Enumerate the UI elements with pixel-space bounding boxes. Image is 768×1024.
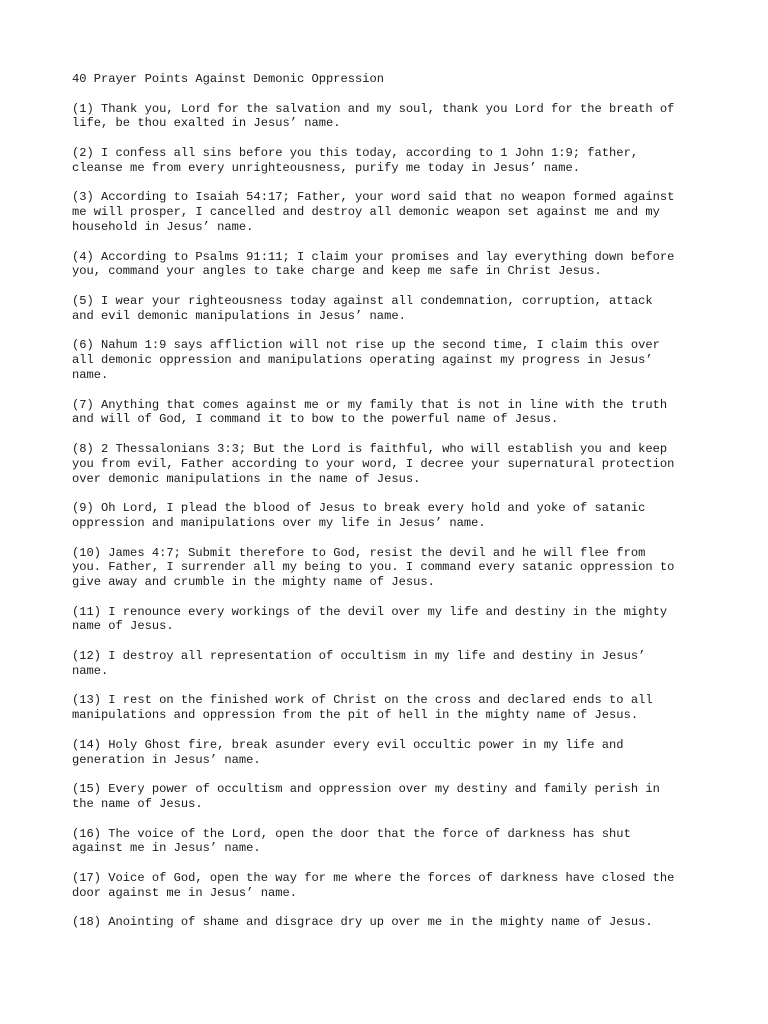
- prayer-point: [72, 871, 702, 901]
- prayer-point-line: (16) The voice of the Lord, open the door that the force of darkness has shut: [72, 826, 631, 841]
- prayer-point: [72, 294, 702, 324]
- prayer-point: [72, 146, 702, 176]
- prayer-point: [72, 501, 702, 531]
- prayer-point-line: (13) I rest on the finished work of Christ on the cross and declared ends to all: [72, 693, 653, 708]
- prayer-point: [72, 442, 702, 486]
- prayer-point: [72, 827, 702, 857]
- prayer-point-line: all demonic oppression and manipulations operating against my progress in Jesus’: [72, 353, 653, 368]
- prayer-point-line: name.: [72, 367, 109, 382]
- prayer-point-line: (4) According to Psalms 91:11; I claim your promises and lay everything down before: [72, 249, 675, 264]
- prayer-point-line: (12) I destroy all representation of occultism in my life and destiny in Jesus’: [72, 649, 646, 664]
- prayer-point-line: (17) Voice of God, open the way for me where the forces of darkness have closed the: [72, 871, 675, 886]
- prayer-point-line: name of Jesus.: [72, 619, 174, 634]
- prayer-point-line: you. Father, I surrender all my being to you. I command every satanic oppression to: [72, 560, 675, 575]
- prayer-point: [72, 102, 702, 132]
- prayer-point-line: (7) Anything that comes against me or my family that is not in line with the truth: [72, 397, 668, 412]
- prayer-point-line: give away and crumble in the mighty name of Jesus.: [72, 575, 435, 590]
- prayer-point-line: (15) Every power of occultism and oppression over my destiny and family perish in: [72, 782, 660, 797]
- prayer-point: [72, 782, 702, 812]
- prayer-point-line: (5) I wear your righteousness today against all condemnation, corruption, attack: [72, 293, 653, 308]
- prayer-point-line: me will prosper, I cancelled and destroy all demonic weapon set against me and my: [72, 205, 660, 220]
- prayer-point-line: manipulations and oppression from the pit of hell in the mighty name of Jesus.: [72, 708, 639, 723]
- prayer-point-line: (18) Anointing of shame and disgrace dry up over me in the mighty name of Jesus.: [72, 915, 653, 930]
- prayer-point: [72, 398, 702, 428]
- prayer-point-line: (11) I renounce every workings of the devil over my life and destiny in the mighty: [72, 604, 668, 619]
- document-body: [72, 72, 702, 945]
- prayer-point-line: against me in Jesus’ name.: [72, 841, 261, 856]
- prayer-point-line: and will of God, I command it to bow to the powerful name of Jesus.: [72, 412, 559, 427]
- prayer-point: [72, 915, 702, 930]
- prayer-point-line: (9) Oh Lord, I plead the blood of Jesus to break every hold and yoke of satanic: [72, 501, 646, 516]
- prayer-point-line: generation in Jesus’ name.: [72, 752, 261, 767]
- prayer-point-line: and evil demonic manipulations in Jesus’ name.: [72, 308, 406, 323]
- prayer-point-line: you from evil, Father according to your word, I decree your supernatural protection: [72, 456, 675, 471]
- prayer-points-list: [72, 102, 702, 931]
- prayer-point-line: (2) I confess all sins before you this today, according to 1 John 1:9; father,: [72, 145, 639, 160]
- prayer-point-line: over demonic manipulations in the name of Jesus.: [72, 471, 421, 486]
- prayer-point: [72, 605, 702, 635]
- prayer-point-line: (6) Nahum 1:9 says affliction will not rise up the second time, I claim this over: [72, 338, 660, 353]
- prayer-point-line: oppression and manipulations over my life in Jesus’ name.: [72, 515, 486, 530]
- prayer-point: [72, 190, 702, 234]
- prayer-point-line: (14) Holy Ghost fire, break asunder every evil occultic power in my life and: [72, 737, 624, 752]
- prayer-point-line: you, command your angles to take charge and keep me safe in Christ Jesus.: [72, 264, 602, 279]
- prayer-point: [72, 250, 702, 280]
- prayer-point-line: (1) Thank you, Lord for the salvation and my soul, thank you Lord for the breath of: [72, 101, 675, 116]
- prayer-point: [72, 738, 702, 768]
- prayer-point: [72, 649, 702, 679]
- prayer-point-line: the name of Jesus.: [72, 797, 203, 812]
- prayer-point: [72, 338, 702, 382]
- prayer-point: [72, 546, 702, 590]
- document-title: 40 Prayer Points Against Demonic Oppression: [72, 72, 385, 86]
- prayer-point-line: door against me in Jesus’ name.: [72, 885, 297, 900]
- prayer-point: [72, 693, 702, 723]
- prayer-point-line: cleanse me from every unrighteousness, purify me today in Jesus’ name.: [72, 160, 581, 175]
- prayer-point-line: name.: [72, 663, 109, 678]
- prayer-point-line: (3) According to Isaiah 54:17; Father, your word said that no weapon formed against: [72, 190, 675, 205]
- prayer-point-line: (10) James 4:7; Submit therefore to God, resist the devil and he will flee from: [72, 545, 646, 560]
- prayer-point-line: household in Jesus’ name.: [72, 219, 254, 234]
- prayer-point-line: (8) 2 Thessalonians 3:3; But the Lord is faithful, who will establish you and keep: [72, 441, 668, 456]
- prayer-point-line: life, be thou exalted in Jesus’ name.: [72, 116, 341, 131]
